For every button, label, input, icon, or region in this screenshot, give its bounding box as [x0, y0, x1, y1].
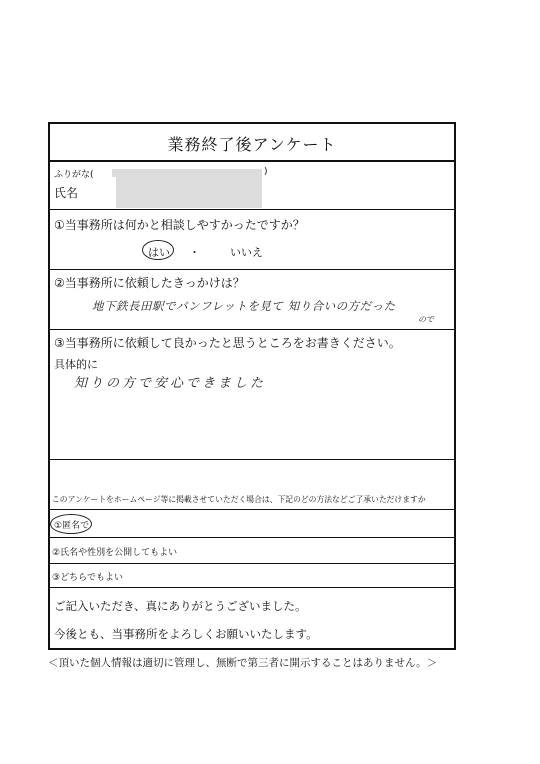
title-row	[50, 124, 454, 162]
question-1-row	[50, 210, 454, 270]
question-3-row	[50, 330, 454, 460]
thanks-line-2: 今後とも、当事務所をよろしくお願いいたします。	[54, 627, 318, 641]
thanks-line-1: ご記入いただき、真にありがとうございました。	[54, 599, 307, 613]
survey-form	[48, 122, 456, 650]
specific-label: 具体的に	[54, 358, 98, 371]
option-2-row	[50, 538, 454, 564]
handwritten-answer-2: 地下鉄長田駅でパンフレットを見て 知り合いの方だった	[92, 299, 396, 313]
question-1: ①当事務所は何かと相談しやすかったですか？	[54, 218, 305, 232]
name-row	[50, 162, 454, 210]
question-3: ③当事務所に依頼して良かったと思うところをお書きください。	[54, 336, 401, 350]
option-3: ③どちらでもよい	[52, 573, 123, 583]
option-1: ①匿名で	[54, 521, 90, 531]
furigana-label: ふりがな(	[54, 170, 94, 180]
privacy-footer: ＜頂いた個人情報は適切に管理し、無断で第三者に開示することはありません。＞	[48, 657, 438, 669]
answer-no: いいえ	[230, 246, 263, 259]
answer-circle	[142, 240, 174, 260]
page-title: 業務終了後アンケート	[167, 135, 337, 154]
name-label: 氏名	[54, 186, 79, 200]
option-3-row	[50, 564, 454, 588]
answer-separator: ・	[189, 246, 200, 259]
thanks-row	[50, 588, 454, 650]
furigana-close: )	[264, 167, 268, 177]
question-2-row	[50, 270, 454, 330]
answer-yes: はい	[148, 246, 170, 259]
handwritten-answer-3: 知りの方で安心できました	[74, 376, 267, 391]
publish-notice-row	[50, 460, 454, 510]
handwritten-answer-2-suffix: ので	[418, 315, 434, 324]
question-2: ②当事務所に依頼したきっかけは？	[54, 276, 245, 290]
publish-notice: このアンケートをホームページ等に掲載させていただく場合は、下記のどの方法などご了承いただけますか	[52, 495, 426, 504]
redacted-name	[116, 174, 262, 208]
option-2: ②氏名や性別を公開してもよい	[52, 548, 178, 558]
option-1-row	[50, 510, 454, 538]
